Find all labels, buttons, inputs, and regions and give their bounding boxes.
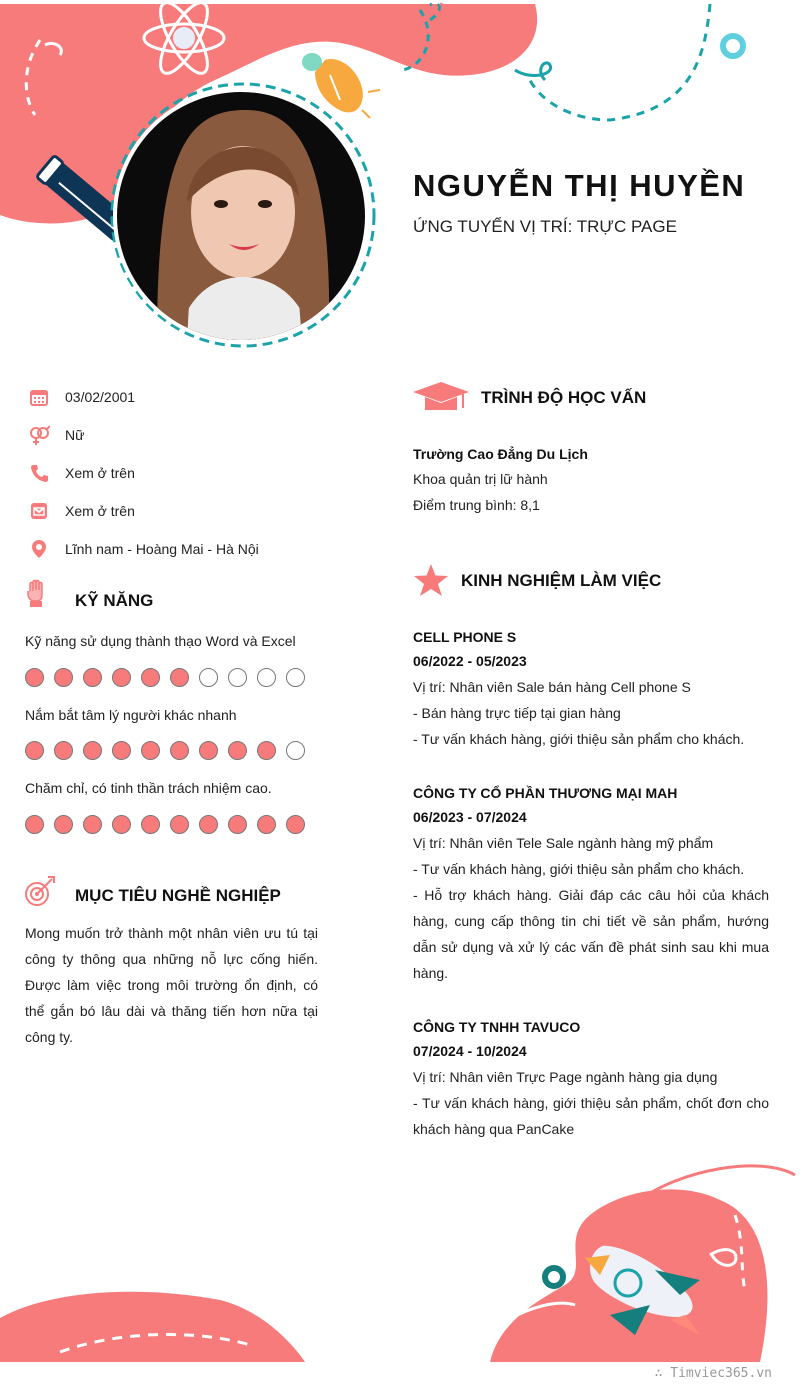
education-title: TRÌNH ĐỘ HỌC VẤN	[481, 388, 647, 407]
rating-dot-filled	[112, 741, 131, 760]
major: Khoa quản trị lữ hành	[413, 471, 548, 487]
skill-rating	[25, 668, 315, 687]
info-birthday	[28, 385, 135, 409]
rating-dot-filled	[54, 741, 73, 760]
rating-dot-empty	[257, 668, 276, 687]
rating-dot-filled	[112, 668, 131, 687]
rating-dot-empty	[199, 668, 218, 687]
location-pin-icon	[28, 538, 50, 560]
objective-title: MỤC TIÊU NGHỀ NGHIỆP	[75, 886, 281, 905]
skill-rating	[25, 741, 315, 760]
job-duty: - Tư vấn khách hàng, giới thiệu sản phẩm cho khách.	[413, 861, 745, 877]
lightbulb-icon	[302, 53, 380, 118]
rating-dot-filled	[54, 668, 73, 687]
rating-dot-filled	[228, 741, 247, 760]
profile-photo	[117, 92, 365, 340]
job-period: 07/2024 - 10/2024	[413, 1043, 527, 1059]
job-company: CELL PHONE S	[413, 629, 517, 645]
address-value: Lĩnh nam - Hoàng Mai - Hà Nội	[65, 541, 259, 557]
rating-dot-filled	[141, 815, 160, 834]
skill-rating	[25, 815, 315, 834]
rating-dot-empty	[286, 741, 305, 760]
rating-dot-empty	[286, 668, 305, 687]
candidate-name: NGUYỄN THỊ HUYỀN	[413, 168, 746, 203]
rating-dot-filled	[83, 741, 102, 760]
rating-dot-filled	[199, 815, 218, 834]
skill-label: Chăm chỉ, có tinh thần trách nhiệm cao.	[25, 780, 272, 796]
job-company: CÔNG TY CỔ PHẦN THƯƠNG MẠI MAH	[413, 785, 678, 801]
objective-text: Mong muốn trở thành một nhân viên ưu tú tại công ty thông qua những nỗ lực cống hiến. Được làm việc trong môi trường ổn định, có thể gắn bó lâu dài và thăng tiến hơn nữa tại công ty.	[25, 925, 318, 1045]
school-name: Trường Cao Đẳng Du Lịch	[413, 446, 588, 462]
rating-dot-filled	[170, 668, 189, 687]
watermark: ∴ Timviec365.vn	[654, 1366, 772, 1381]
rating-dot-filled	[199, 741, 218, 760]
rating-dot-filled	[25, 815, 44, 834]
skills-icon	[25, 579, 51, 616]
rating-dot-filled	[170, 741, 189, 760]
info-gender	[28, 423, 84, 447]
rating-dot-filled	[286, 815, 305, 834]
applied-position: ỨNG TUYỂN VỊ TRÍ: TRỰC PAGE	[413, 217, 677, 236]
rating-dot-filled	[25, 668, 44, 687]
rating-dot-filled	[228, 815, 247, 834]
target-icon	[24, 875, 58, 914]
skill-label: Nắm bắt tâm lý người khác nhanh	[25, 707, 237, 723]
job-duty: - Tư vấn khách hàng, giới thiệu sản phẩm, chốt đơn cho khách hàng qua PanCake	[413, 1095, 769, 1137]
rating-dot-empty	[228, 668, 247, 687]
job-duty: - Bán hàng trực tiếp tại gian hàng	[413, 705, 621, 721]
gpa: Điểm trung bình: 8,1	[413, 497, 540, 513]
email-value: Xem ở trên	[65, 503, 135, 519]
job-period: 06/2023 - 07/2024	[413, 809, 527, 825]
rating-dot-filled	[257, 741, 276, 760]
info-email	[28, 499, 135, 523]
calendar-icon	[28, 386, 50, 408]
gender-icon	[28, 424, 50, 446]
skill-label: Kỹ năng sử dụng thành thạo Word và Excel	[25, 633, 296, 649]
graduation-cap-icon	[413, 380, 469, 419]
experience-title: KINH NGHIỆM LÀM VIỆC	[461, 571, 662, 590]
job-role: Vị trí: Nhân viên Sale bán hàng Cell phone S	[413, 679, 691, 695]
job-period: 06/2022 - 05/2023	[413, 653, 527, 669]
info-address	[28, 537, 259, 561]
job-entry	[413, 780, 769, 986]
gender-value: Nữ	[65, 427, 85, 443]
email-icon	[28, 500, 50, 522]
phone-icon	[28, 462, 50, 484]
rating-dot-filled	[257, 815, 276, 834]
info-phone	[28, 461, 135, 485]
rating-dot-filled	[141, 668, 160, 687]
rating-dot-filled	[83, 668, 102, 687]
job-company: CÔNG TY TNHH TAVUCO	[413, 1019, 581, 1035]
job-entry	[413, 1014, 769, 1142]
rating-dot-filled	[54, 815, 73, 834]
star-icon	[413, 563, 449, 602]
job-entry	[413, 624, 769, 752]
job-role: Vị trí: Nhân viên Trực Page ngành hàng gia dụng	[413, 1069, 718, 1085]
phone-value: Xem ở trên	[65, 465, 135, 481]
rating-dot-filled	[25, 741, 44, 760]
job-role: Vị trí: Nhân viên Tele Sale ngành hàng mỹ phẩm	[413, 835, 714, 851]
rating-dot-filled	[112, 815, 131, 834]
rating-dot-filled	[83, 815, 102, 834]
rating-dot-filled	[170, 815, 189, 834]
birthday-value: 03/02/2001	[65, 389, 136, 405]
job-duty: - Tư vấn khách hàng, giới thiệu sản phẩm cho khách.	[413, 731, 745, 747]
skills-title: KỸ NĂNG	[75, 591, 154, 610]
job-duty: - Hỗ trợ khách hàng. Giải đáp các câu hỏi của khách hàng, cung cấp thông tin chi tiết về sản phẩm, hướng dẫn sử dụng và xử lý các vấn đề phát sinh sau khi mua hàng.	[413, 887, 769, 981]
rating-dot-filled	[141, 741, 160, 760]
